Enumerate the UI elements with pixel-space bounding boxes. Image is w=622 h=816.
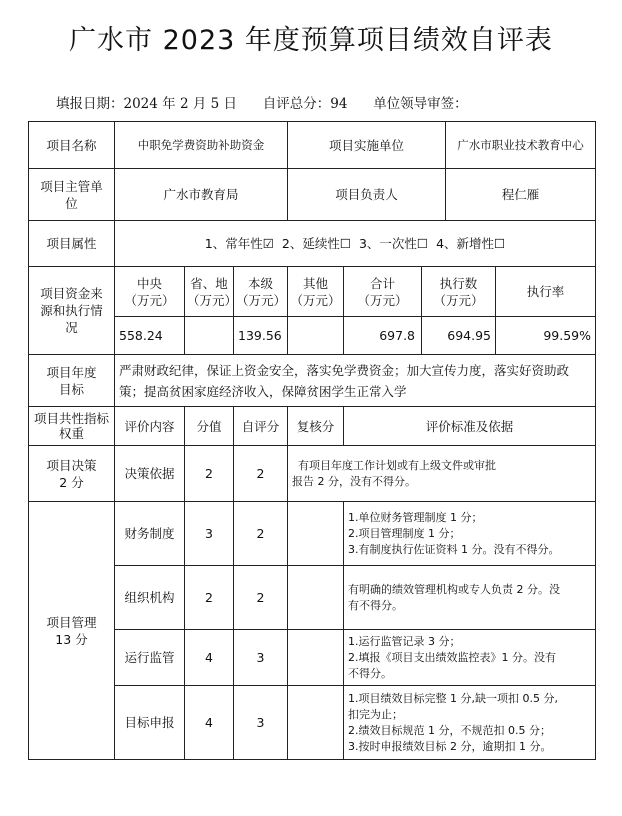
management-criteria [344,566,596,630]
funds-label: 项目资金来源和执行情况 [29,267,115,355]
management-score: 2 [185,566,234,630]
owner-value: 程仁雁 [446,169,596,221]
funds-value-other [288,317,344,355]
management-criteria [344,686,596,760]
attr-label: 项目属性 [29,221,115,267]
table-row [29,122,596,169]
fill-date-label: 填报日期： [56,96,124,112]
management-criteria [344,502,596,566]
management-self-score: 2 [234,502,288,566]
owner-label: 项目负责人 [288,169,446,221]
table-row [29,566,596,630]
criteria-line: 报告 2 分，没有不得分。 [292,474,417,488]
impl-unit-label: 项目实施单位 [288,122,446,169]
management-score: 4 [185,686,234,760]
criteria-line: 3.按时申报绩效目标 2 分，逾期扣 1 分。 [348,739,552,753]
table-row [29,630,596,686]
table-row [29,446,596,502]
page-title: 广水市 2023 年度预算项目绩效自评表 [69,25,553,56]
criteria-line: 1.运行监管记录 3 分； [348,634,461,648]
criteria-line: 不得分。 [348,666,393,680]
criteria-line: 2.填报《项目支出绩效监控表》1 分。没有 [348,650,557,664]
funds-header-local: 本级 （万元） [234,267,288,317]
management-content: 组织机构 [115,566,185,630]
score-header: 分值 [185,407,234,446]
decision-self-score: 2 [234,446,288,502]
table-row [29,267,596,317]
decision-content: 决策依据 [115,446,185,502]
weight-header: 项目共性指标权重 [29,407,115,446]
dept-label: 项目主管单位 [29,169,115,221]
criteria-header: 评价标准及依据 [344,407,596,446]
goal-text: 严肃财政纪律，保证上资金安全，落实免学费资金；加大宣传力度，落实好资助政策；提高贫困家庭经济收入，保障贫困学生正常入学 [115,355,596,407]
criteria-line: 3.有制度执行佐证资料 1 分。没有不得分。 [348,542,560,556]
criteria-line: 1.项目绩效目标完整 1 分,缺一项扣 0.5 分, [348,691,558,705]
criteria-line: 2.项目管理制度 1 分； [348,526,461,540]
management-review-score [288,566,344,630]
criteria-line: 2.绩效目标规范 1 分，不规范扣 0.5 分； [348,723,551,737]
management-score: 3 [185,502,234,566]
funds-header-central: 中央 （万元） [115,267,185,317]
funds-header-executed: 执行数 （万元） [422,267,496,317]
content-header: 评价内容 [115,407,185,446]
funds-value-central: 558.24 [115,317,185,355]
management-score: 4 [185,630,234,686]
funds-value-local: 139.56 [234,317,288,355]
funds-value-total: 697.8 [344,317,422,355]
management-group: 项目管理 13 分 [29,502,115,760]
criteria-line: 扣完为止； [348,707,404,721]
funds-value-executed: 694.95 [422,317,496,355]
score-value: 94 [330,96,348,112]
report-meta [56,92,468,112]
name-value: 中职免学费资助补助资金 [115,122,288,169]
management-review-score [288,502,344,566]
table-row [29,355,596,407]
name-label: 项目名称 [29,122,115,169]
criteria-line: 1.单位财务管理制度 1 分； [348,510,483,524]
impl-unit-value: 广水市职业技术教育中心 [446,122,596,169]
funds-value-province [185,317,234,355]
self-score-header: 自评分 [234,407,288,446]
funds-header-province: 省、地 （万元） [185,267,234,317]
fill-date-value: 2024 年 2 月 5 日 [123,96,237,112]
decision-score: 2 [185,446,234,502]
decision-group: 项目决策 2 分 [29,446,115,502]
decision-criteria [288,446,596,502]
table-row [29,686,596,760]
table-row [29,221,596,267]
management-content: 目标申报 [115,686,185,760]
leader-sign-label: 单位领导审签： [373,96,468,112]
management-self-score: 3 [234,686,288,760]
criteria-line: 有明确的绩效管理机构或专人负责 2 分。没 [348,582,561,596]
funds-value-rate: 99.59% [496,317,596,355]
funds-header-total: 合计 （万元） [344,267,422,317]
table-row [29,169,596,221]
management-review-score [288,630,344,686]
attr-value: 1、常年性☑ 2、延续性☐ 3、一次性☐ 4、新增性☐ [115,221,596,267]
criteria-line: 有项目年度工作计划或有上级文件或审批 [298,458,497,472]
management-content: 运行监管 [115,630,185,686]
management-review-score [288,686,344,760]
management-content: 财务制度 [115,502,185,566]
table-row [29,407,596,446]
funds-header-rate: 执行率 [496,267,596,317]
score-label: 自评总分： [262,96,331,112]
funds-header-other: 其他 （万元） [288,267,344,317]
table-row [29,502,596,566]
criteria-line: 有不得分。 [348,598,404,612]
goal-label: 项目年度目标 [29,355,115,407]
review-score-header: 复核分 [288,407,344,446]
evaluation-table [28,121,596,760]
management-criteria [344,630,596,686]
table-row [29,317,596,355]
management-self-score: 2 [234,566,288,630]
management-self-score: 3 [234,630,288,686]
dept-value: 广水市教育局 [115,169,288,221]
